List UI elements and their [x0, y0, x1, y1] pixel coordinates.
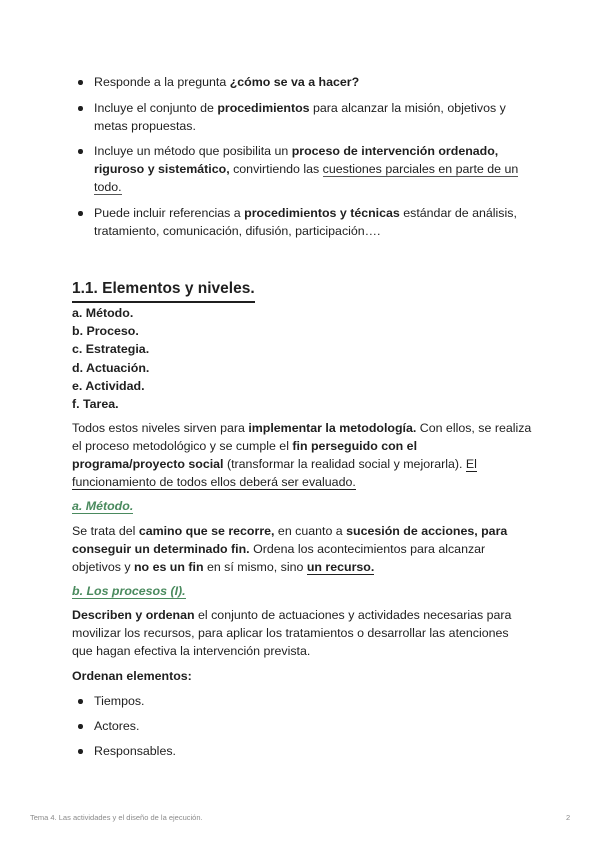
list-item: Tiempos.	[72, 692, 532, 710]
level-item: c. Estrategia.	[72, 342, 150, 357]
subheading-text: b. Los procesos (I).	[72, 584, 186, 598]
subheading-text: a. Método.	[72, 499, 134, 513]
level-item: d. Actuación.	[72, 360, 150, 375]
footer-title: Tema 4. Las actividades y el diseño de la ejecución.	[30, 813, 203, 822]
bold-text: fin perseguido con el programa/proyecto social	[72, 439, 418, 471]
level-item: e. Actividad.	[72, 378, 145, 393]
bold-text: proceso de intervención ordenado, riguroso y sistemático,	[94, 144, 499, 176]
levels-list	[72, 304, 149, 413]
level-item: b. Proceso.	[72, 324, 139, 339]
page-number: 2	[566, 813, 571, 822]
list-item	[72, 142, 532, 196]
bold-text: implementar la metodología.	[248, 421, 417, 435]
text: estándar de análisis, tratamiento, comunicación, difusión, participación….	[94, 206, 517, 238]
text: Ordena los acontecimientos para alcanzar objetivos y	[72, 542, 486, 574]
bold-text: sucesión de acciones, para conseguir un determinado fin.	[72, 524, 508, 556]
text: Puede incluir referencias a	[94, 206, 245, 220]
intro-bullet-list	[72, 204, 532, 240]
subheading-procesos	[72, 582, 186, 600]
underlined-text: cuestiones parciales en parte de un todo.	[94, 162, 519, 194]
bold-text: procedimientos y técnicas	[244, 206, 400, 220]
procesos-paragraph	[72, 606, 532, 660]
levels-paragraph	[72, 419, 532, 491]
ordenan-list	[72, 692, 532, 760]
section-title: 1.1. Elementos y niveles.	[72, 279, 255, 303]
intro-bullet-list	[72, 99, 532, 135]
text: (transformar la realidad social y mejorarla).	[223, 457, 466, 471]
list-item: Responsables.	[72, 742, 532, 760]
intro-bullet-list	[72, 73, 532, 91]
metodo-paragraph	[72, 522, 532, 576]
subheading-metodo	[72, 497, 133, 515]
text: Todos estos niveles sirven para	[72, 421, 249, 435]
list-item	[72, 204, 532, 240]
level-item: f. Tarea.	[72, 397, 119, 412]
text: Incluye el conjunto de	[94, 101, 218, 115]
list-item	[72, 99, 532, 135]
bold-text: camino que se recorre,	[138, 524, 275, 538]
list-item	[72, 73, 532, 91]
intro-bullet-list	[72, 142, 532, 196]
level-item: a. Método.	[72, 306, 134, 320]
text: en cuanto a	[274, 524, 347, 538]
bold-text: procedimientos	[217, 101, 310, 115]
text: Responde a la pregunta	[94, 75, 230, 89]
list-item: Actores.	[72, 717, 532, 735]
bold-text: Describen y ordenan	[72, 608, 195, 622]
bold-text: ¿cómo se va a hacer?	[229, 75, 360, 89]
bold-text: no es un fin	[133, 560, 204, 574]
text: Se trata del	[72, 524, 139, 538]
text: para alcanzar la misión, objetivos y metas propuestas.	[94, 101, 506, 133]
bold-underlined-text: un recurso.	[306, 560, 375, 574]
text: en sí mismo, sino	[203, 560, 307, 574]
ordenan-label: Ordenan elementos:	[72, 669, 192, 683]
text: Incluye un método que posibilita un	[94, 144, 292, 158]
underlined-text: El funcionamiento de todos ellos deberá ser evaluado.	[72, 457, 477, 489]
text: convirtiendo las	[229, 162, 323, 176]
text: Con ellos, se realiza el proceso metodológico y se cumple el	[72, 421, 532, 453]
text: el conjunto de actuaciones y actividades necesarias para movilizar los recursos, para aplicar los tratamientos o desarrollar las atenciones que hagan efectiva la intervención prevista.	[72, 608, 512, 658]
